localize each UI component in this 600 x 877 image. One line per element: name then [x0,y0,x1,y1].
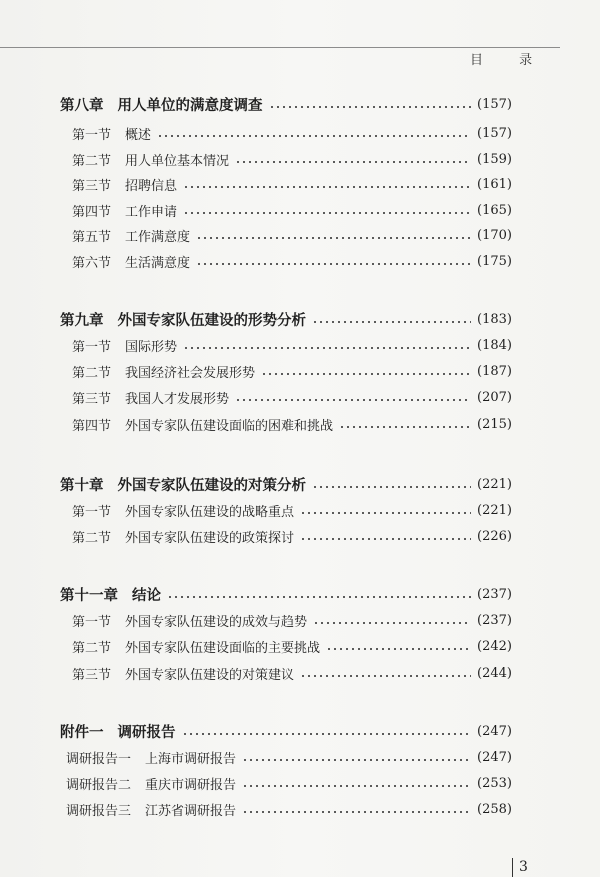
toc-entry-number: 第二节 [72,640,112,656]
toc-entry-title: 招聘信息 [125,178,178,194]
toc-entry-label [60,94,263,115]
toc-section-row[interactable] [72,223,512,247]
toc-entry-number: 第二节 [72,153,112,169]
toc-entry-title: 用人单位的满意度调查 [117,97,263,114]
toc-entry-number: 第九章 [60,312,104,329]
dot-leader [261,373,471,375]
toc-page-number: (175) [477,253,512,269]
dot-leader [167,596,471,598]
running-header: 目 录 [470,53,549,68]
toc-page-number: (237) [477,612,512,628]
toc-page-number: (170) [477,227,512,243]
dot-leader [235,161,471,163]
toc-page-number: (221) [477,476,512,492]
toc-entry-title: 结论 [132,587,161,604]
toc-entry-number: 第四节 [72,204,112,220]
toc-page-number: (247) [477,723,512,739]
toc-entry-title: 江苏省调研报告 [145,803,237,819]
toc-entry-title: 我国人才发展形势 [125,391,230,407]
toc-entry-number: 第十章 [60,477,104,494]
toc-entry-title: 外国专家队伍建设的战略重点 [125,504,295,520]
toc-entry-number: 第三节 [72,178,112,194]
toc-entry-title: 国际形势 [125,339,178,355]
dot-leader [242,811,471,813]
toc-entry-label [72,501,294,520]
toc-entry-label [72,124,151,143]
toc-entry-label [66,748,236,767]
toc-entry-number: 调研报告一 [66,751,132,767]
toc-page-number: (242) [477,638,512,654]
dot-leader [242,785,471,787]
toc-entry-label [72,175,177,194]
toc-entry-title: 外国专家队伍建设的政策探讨 [125,530,295,546]
toc-entry-title: 外国专家队伍建设面临的困难和挑战 [125,418,334,434]
toc-entry-label [72,611,307,630]
toc-entry-number: 第二节 [72,365,112,381]
dot-leader [339,426,471,428]
dot-leader [242,759,471,761]
toc-entry-label [72,362,255,381]
toc-entry-title: 外国专家队伍建设的对策分析 [117,477,306,494]
toc-section-row[interactable] [72,333,512,357]
toc-page-number: (215) [477,416,512,432]
toc-entry-label [72,664,294,683]
toc-section-row[interactable] [72,172,512,196]
toc-page-number: (157) [477,96,512,112]
toc-entry-label [72,226,190,245]
toc-page-number: (165) [477,202,512,218]
toc-section-row[interactable] [72,498,512,522]
toc-entry-label [72,527,294,546]
toc-section-row[interactable] [72,249,512,273]
toc-page-number: (237) [477,586,512,602]
dot-leader [183,212,471,214]
toc-page-number: (226) [477,528,512,544]
toc-entry-number: 调研报告二 [66,777,132,793]
toc-page-number: (244) [477,665,512,681]
toc-entry-number: 第一节 [72,339,112,355]
toc-entry-label [72,201,177,220]
toc-section-row[interactable] [72,121,512,145]
dot-leader [196,263,471,265]
toc-chapter-row[interactable] [60,582,512,606]
toc-entry-label [72,252,190,271]
dot-leader [326,648,471,650]
toc-page-number: (183) [477,311,512,327]
toc-entry-number: 第一节 [72,504,112,520]
toc-page-number: (184) [477,337,512,353]
dot-leader [300,512,471,514]
dot-leader [183,186,471,188]
toc-page-number: (253) [477,775,512,791]
toc-entry-label [66,774,236,793]
dot-leader [312,321,471,323]
toc-entry-label [66,800,236,819]
toc-page-number: (161) [477,176,512,192]
toc-page-number: (187) [477,363,512,379]
toc-section-row[interactable] [72,412,512,436]
toc-entry-number: 第三节 [72,667,112,683]
dot-leader [313,622,471,624]
toc-entry-label [60,721,176,742]
toc-page-number: (221) [477,502,512,518]
toc-page-number: (258) [477,801,512,817]
toc-entry-title: 上海市调研报告 [145,751,237,767]
toc-entry-title: 工作申请 [125,204,178,220]
toc-entry-title: 重庆市调研报告 [145,777,237,793]
toc-entry-title: 生活满意度 [125,255,191,271]
toc-section-row[interactable] [72,359,512,383]
toc-section-row[interactable] [66,745,512,769]
toc-page-number: (159) [477,151,512,167]
dot-leader [312,486,471,488]
toc-entry-number: 第四节 [72,418,112,434]
toc-entry-title: 工作满意度 [125,229,191,245]
toc-entry-number: 第十一章 [60,587,118,604]
toc-entry-title: 调研报告 [117,724,176,741]
toc-entry-number: 第八章 [60,97,104,114]
toc-entry-title: 外国专家队伍建设的形势分析 [117,312,306,329]
toc-entry-title: 外国专家队伍建设的成效与趋势 [125,614,308,630]
toc-entry-title: 概述 [125,127,152,143]
toc-section-row[interactable] [72,147,512,171]
toc-entry-label [72,336,177,355]
toc-entry-number: 调研报告三 [66,803,132,819]
toc-entry-label [60,474,306,495]
toc-section-row[interactable] [72,524,512,548]
toc-chapter-row[interactable] [60,472,512,496]
toc-page-number: (247) [477,749,512,765]
toc-entry-number: 第五节 [72,229,112,245]
toc-entry-title: 外国专家队伍建设的对策建议 [125,667,295,683]
toc-section-row[interactable] [72,198,512,222]
toc-entry-number: 第一节 [72,127,112,143]
toc-page-number: (157) [477,125,512,141]
dot-leader [183,347,471,349]
dot-leader [300,538,471,540]
toc-section-row[interactable] [66,797,512,821]
dot-leader [235,399,471,401]
toc-chapter-row[interactable] [60,307,512,331]
toc-entry-number: 第二节 [72,530,112,546]
toc-page-number: (207) [477,389,512,405]
toc-section-row[interactable] [72,608,512,632]
dot-leader [269,106,472,108]
dot-leader [157,135,471,137]
toc-entry-label [72,415,333,434]
toc-section-row[interactable] [72,661,512,685]
toc-entry-label [72,637,320,656]
toc-entry-label [60,309,306,330]
toc-section-row[interactable] [72,385,512,409]
toc-entry-title: 外国专家队伍建设面临的主要挑战 [125,640,321,656]
dot-leader [196,237,471,239]
page-number: 3 [512,858,528,877]
toc-entry-number: 第三节 [72,391,112,407]
toc-entry-number: 第六节 [72,255,112,271]
dot-leader [182,733,472,735]
toc-chapter-row[interactable] [60,92,512,116]
toc-section-row[interactable] [72,634,512,658]
toc-entry-label [72,388,229,407]
toc-chapter-row[interactable] [60,719,512,743]
toc-entry-number: 第一节 [72,614,112,630]
toc-entry-title: 用人单位基本情况 [125,153,230,169]
dot-leader [300,675,471,677]
toc-entry-label [60,584,161,605]
toc-entry-number: 附件一 [60,724,104,741]
toc-entry-label [72,150,229,169]
toc-section-row[interactable] [66,771,512,795]
toc-entry-title: 我国经济社会发展形势 [125,365,256,381]
